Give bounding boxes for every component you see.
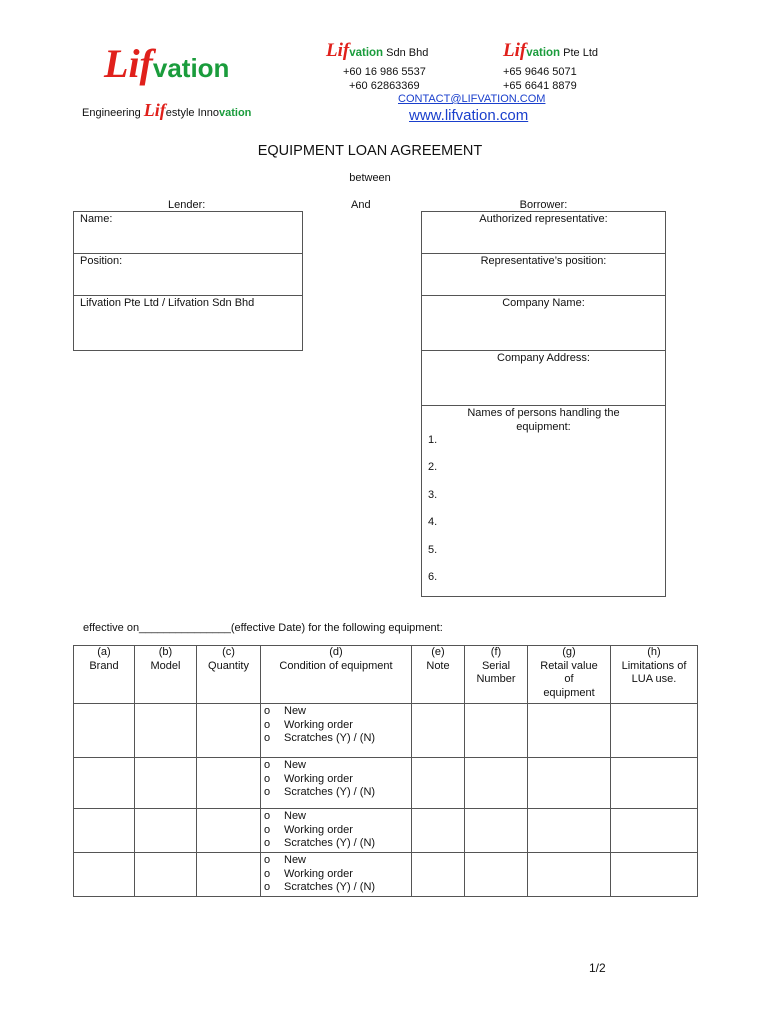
cell-serial[interactable] bbox=[465, 853, 528, 897]
company-sg-name: Lifvation Pte Ltd bbox=[503, 40, 599, 61]
cell-serial[interactable] bbox=[465, 809, 528, 853]
cell-quantity[interactable] bbox=[197, 704, 261, 758]
header-retail-value: (g) Retail value of equipment bbox=[528, 646, 611, 704]
borrower-company-address-field[interactable] bbox=[421, 350, 666, 406]
cell-quantity[interactable] bbox=[197, 758, 261, 809]
lender-position-field[interactable] bbox=[73, 253, 303, 296]
cell-condition bbox=[261, 853, 412, 897]
between-label: between bbox=[349, 172, 391, 184]
and-label: And bbox=[351, 199, 371, 211]
cell-serial[interactable] bbox=[465, 758, 528, 809]
borrower-rep-label: Authorized representative: bbox=[479, 213, 608, 225]
handler-number: 6. bbox=[428, 571, 438, 583]
cell-quantity[interactable] bbox=[197, 853, 261, 897]
borrower-handlers-field[interactable] bbox=[421, 405, 666, 597]
contact-email-link[interactable]: CONTACT@LIFVATION.COM bbox=[398, 93, 546, 105]
cell-retail[interactable] bbox=[528, 809, 611, 853]
cell-limitations[interactable] bbox=[611, 758, 698, 809]
handler-number: 1. bbox=[428, 434, 438, 446]
lender-label: Lender: bbox=[168, 199, 206, 211]
lender-name-field[interactable] bbox=[73, 211, 303, 254]
cell-limitations[interactable] bbox=[611, 853, 698, 897]
condition-new-option[interactable]: o New bbox=[264, 705, 307, 717]
condition-scratches-option[interactable]: o Scratches (Y) / (N) bbox=[264, 881, 376, 893]
cell-condition bbox=[261, 704, 412, 758]
borrower-company-name-label: Company Name: bbox=[502, 297, 585, 309]
table-row bbox=[74, 853, 698, 897]
cell-condition bbox=[261, 809, 412, 853]
company-sg-phone-1: +65 9646 5071 bbox=[503, 66, 577, 78]
handler-number: 2. bbox=[428, 461, 438, 473]
condition-working-option[interactable]: o Working order bbox=[264, 718, 353, 731]
header-limitations: (h) Limitations of LUA use. bbox=[611, 646, 698, 704]
cell-condition bbox=[261, 758, 412, 809]
table-header-row bbox=[74, 646, 698, 704]
header-quantity: (c) Quantity bbox=[197, 646, 261, 704]
table-row bbox=[74, 704, 698, 758]
equipment-table bbox=[73, 645, 698, 897]
company-sg-phone-2: +65 6641 8879 bbox=[503, 80, 577, 92]
table-row bbox=[74, 758, 698, 809]
cell-serial[interactable] bbox=[465, 704, 528, 758]
cell-model[interactable] bbox=[135, 758, 197, 809]
lender-position-label: Position: bbox=[80, 255, 123, 267]
condition-new-option[interactable]: o New bbox=[264, 759, 307, 771]
table-row bbox=[74, 809, 698, 853]
company-logo: Lifvation bbox=[104, 41, 230, 86]
cell-retail[interactable] bbox=[528, 758, 611, 809]
lender-company-text: Lifvation Pte Ltd / Lifvation Sdn Bhd bbox=[80, 297, 255, 309]
condition-new-option[interactable]: o New bbox=[264, 810, 307, 822]
cell-brand[interactable] bbox=[74, 758, 135, 809]
effective-date-line: effective on_______________(effective Date) for the following equipment: bbox=[83, 622, 443, 634]
header-condition: (d) Condition of equipment bbox=[261, 646, 412, 704]
cell-retail[interactable] bbox=[528, 853, 611, 897]
borrower-rep-field[interactable] bbox=[421, 211, 666, 254]
borrower-rep-position-label: Representative’s position: bbox=[480, 255, 607, 267]
cell-model[interactable] bbox=[135, 704, 197, 758]
borrower-label: Borrower: bbox=[519, 199, 568, 211]
header-serial: (f) Serial Number bbox=[465, 646, 528, 704]
company-my-phone-1: +60 16 986 5537 bbox=[343, 66, 426, 78]
header-model: (b) Model bbox=[135, 646, 197, 704]
cell-limitations[interactable] bbox=[611, 704, 698, 758]
company-tagline: Engineering Lifestyle Innovation bbox=[82, 100, 252, 120]
condition-new-option[interactable]: o New bbox=[264, 854, 307, 866]
header-note: (e) Note bbox=[412, 646, 465, 704]
handler-number: 5. bbox=[428, 544, 438, 556]
condition-scratches-option[interactable]: o Scratches (Y) / (N) bbox=[264, 837, 376, 849]
company-my-name: Lifvation Sdn Bhd bbox=[326, 40, 429, 61]
condition-scratches-option[interactable]: o Scratches (Y) / (N) bbox=[264, 786, 376, 798]
lender-company-field bbox=[73, 295, 303, 351]
condition-working-option[interactable]: o Working order bbox=[264, 823, 353, 836]
condition-scratches-option[interactable]: o Scratches (Y) / (N) bbox=[264, 732, 376, 744]
company-my-phone-2: +60 62863369 bbox=[349, 80, 420, 92]
cell-note[interactable] bbox=[412, 809, 465, 853]
borrower-company-address-label: Company Address: bbox=[497, 352, 590, 364]
page-number: 1/2 bbox=[589, 961, 606, 975]
page-title: EQUIPMENT LOAN AGREEMENT bbox=[257, 143, 483, 159]
cell-note[interactable] bbox=[412, 704, 465, 758]
cell-retail[interactable] bbox=[528, 704, 611, 758]
cell-brand[interactable] bbox=[74, 704, 135, 758]
borrower-handlers-label: Names of persons handling the equipment: bbox=[467, 407, 620, 433]
cell-model[interactable] bbox=[135, 809, 197, 853]
website-link[interactable]: www.lifvation.com bbox=[409, 107, 529, 124]
lender-name-label: Name: bbox=[80, 213, 113, 225]
handler-number: 4. bbox=[428, 516, 438, 528]
borrower-rep-position-field[interactable] bbox=[421, 253, 666, 296]
handler-number: 3. bbox=[428, 489, 438, 501]
cell-limitations[interactable] bbox=[611, 809, 698, 853]
borrower-company-name-field[interactable] bbox=[421, 295, 666, 351]
header-brand: (a) Brand bbox=[74, 646, 135, 704]
cell-brand[interactable] bbox=[74, 853, 135, 897]
condition-working-option[interactable]: o Working order bbox=[264, 772, 353, 785]
cell-quantity[interactable] bbox=[197, 809, 261, 853]
condition-working-option[interactable]: o Working order bbox=[264, 867, 353, 880]
cell-note[interactable] bbox=[412, 758, 465, 809]
cell-note[interactable] bbox=[412, 853, 465, 897]
cell-brand[interactable] bbox=[74, 809, 135, 853]
cell-model[interactable] bbox=[135, 853, 197, 897]
